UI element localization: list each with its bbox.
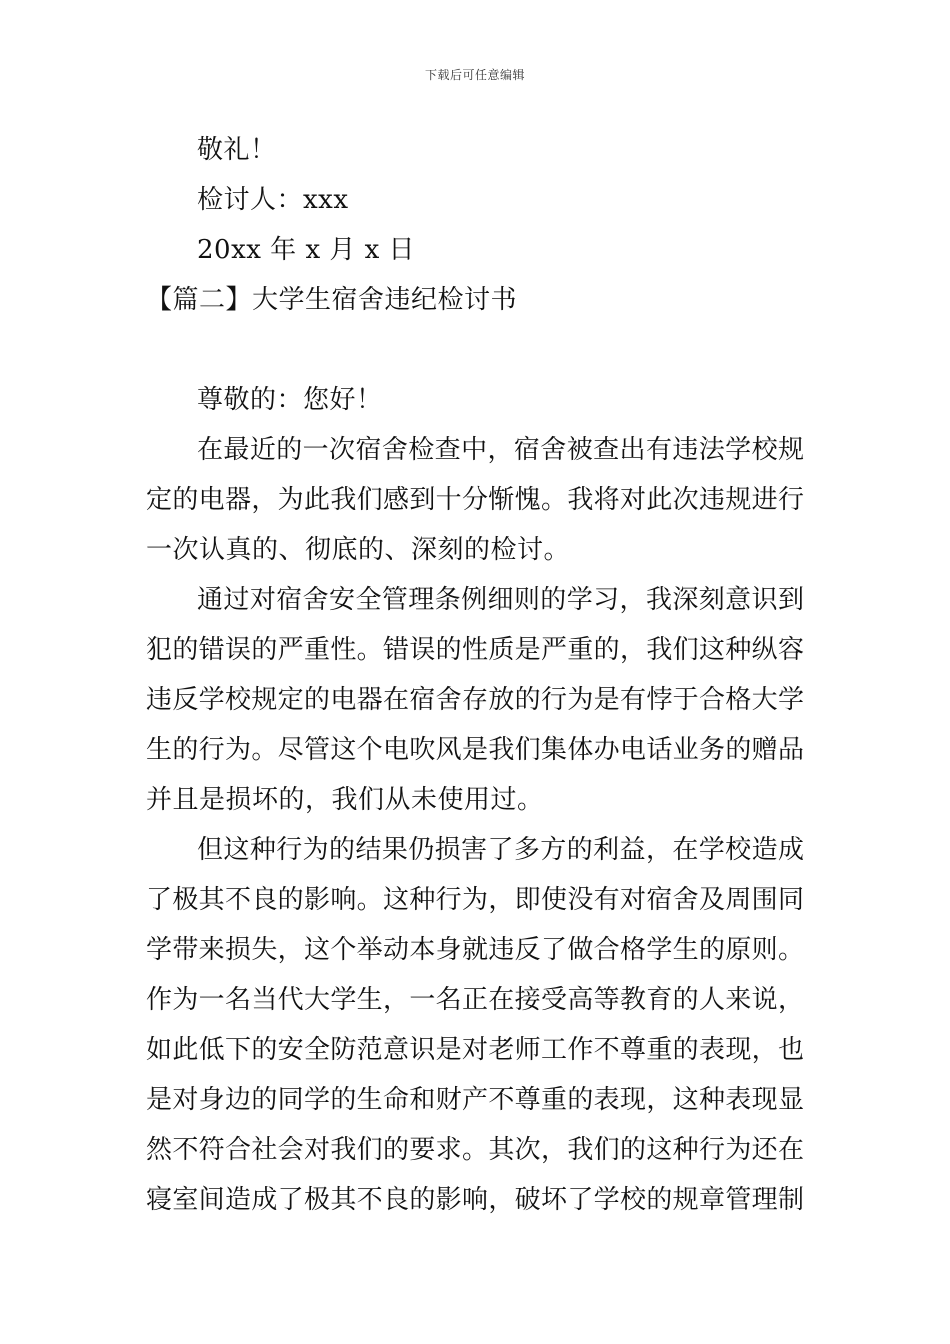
body-line: 生的行为。尽管这个电吹风是我们集体办电话业务的赠品	[146, 735, 804, 765]
body-line: 通过对宿舍安全管理条例细则的学习，我深刻意识到	[197, 585, 804, 615]
body-line: 并且是损坏的，我们从未使用过。	[146, 785, 544, 815]
body-line: 了极其不良的影响。这种行为，即使没有对宿舍及周围同	[146, 885, 804, 915]
signer-line: 检讨人：xxx	[197, 185, 349, 215]
body-line: 犯的错误的严重性。错误的性质是严重的，我们这种纵容	[146, 635, 804, 665]
body-line: 定的电器，为此我们感到十分惭愧。我将对此次违规进行	[146, 485, 804, 515]
body-line: 是对身边的同学的生命和财产不尊重的表现，这种表现显	[146, 1085, 804, 1115]
body-line: 作为一名当代大学生，一名正在接受高等教育的人来说，	[146, 985, 804, 1015]
greeting: 尊敬的：您好！	[197, 385, 383, 415]
page-header-note: 下载后可任意编辑	[424, 68, 525, 82]
closing-salute: 敬礼！	[197, 135, 277, 165]
body-line: 寝室间造成了极其不良的影响，破坏了学校的规章管理制	[146, 1185, 804, 1215]
body-line: 如此低下的安全防范意识是对老师工作不尊重的表现，也	[146, 1035, 804, 1065]
body-line: 在最近的一次宿舍检查中，宿舍被查出有违法学校规	[197, 435, 804, 465]
body-line: 一次认真的、彻底的、深刻的检讨。	[146, 535, 571, 565]
section-title: 【篇二】大学生宿舍违纪检讨书	[146, 285, 518, 315]
date-line: 20xx 年 x 月 x 日	[197, 235, 416, 265]
body-line: 学带来损失，这个举动本身就违反了做合格学生的原则。	[146, 935, 804, 965]
body-line: 然不符合社会对我们的要求。其次，我们的这种行为还在	[146, 1135, 804, 1165]
body-line: 违反学校规定的电器在宿舍存放的行为是有悖于合格大学	[146, 685, 804, 715]
body-line: 但这种行为的结果仍损害了多方的利益，在学校造成	[197, 835, 804, 865]
